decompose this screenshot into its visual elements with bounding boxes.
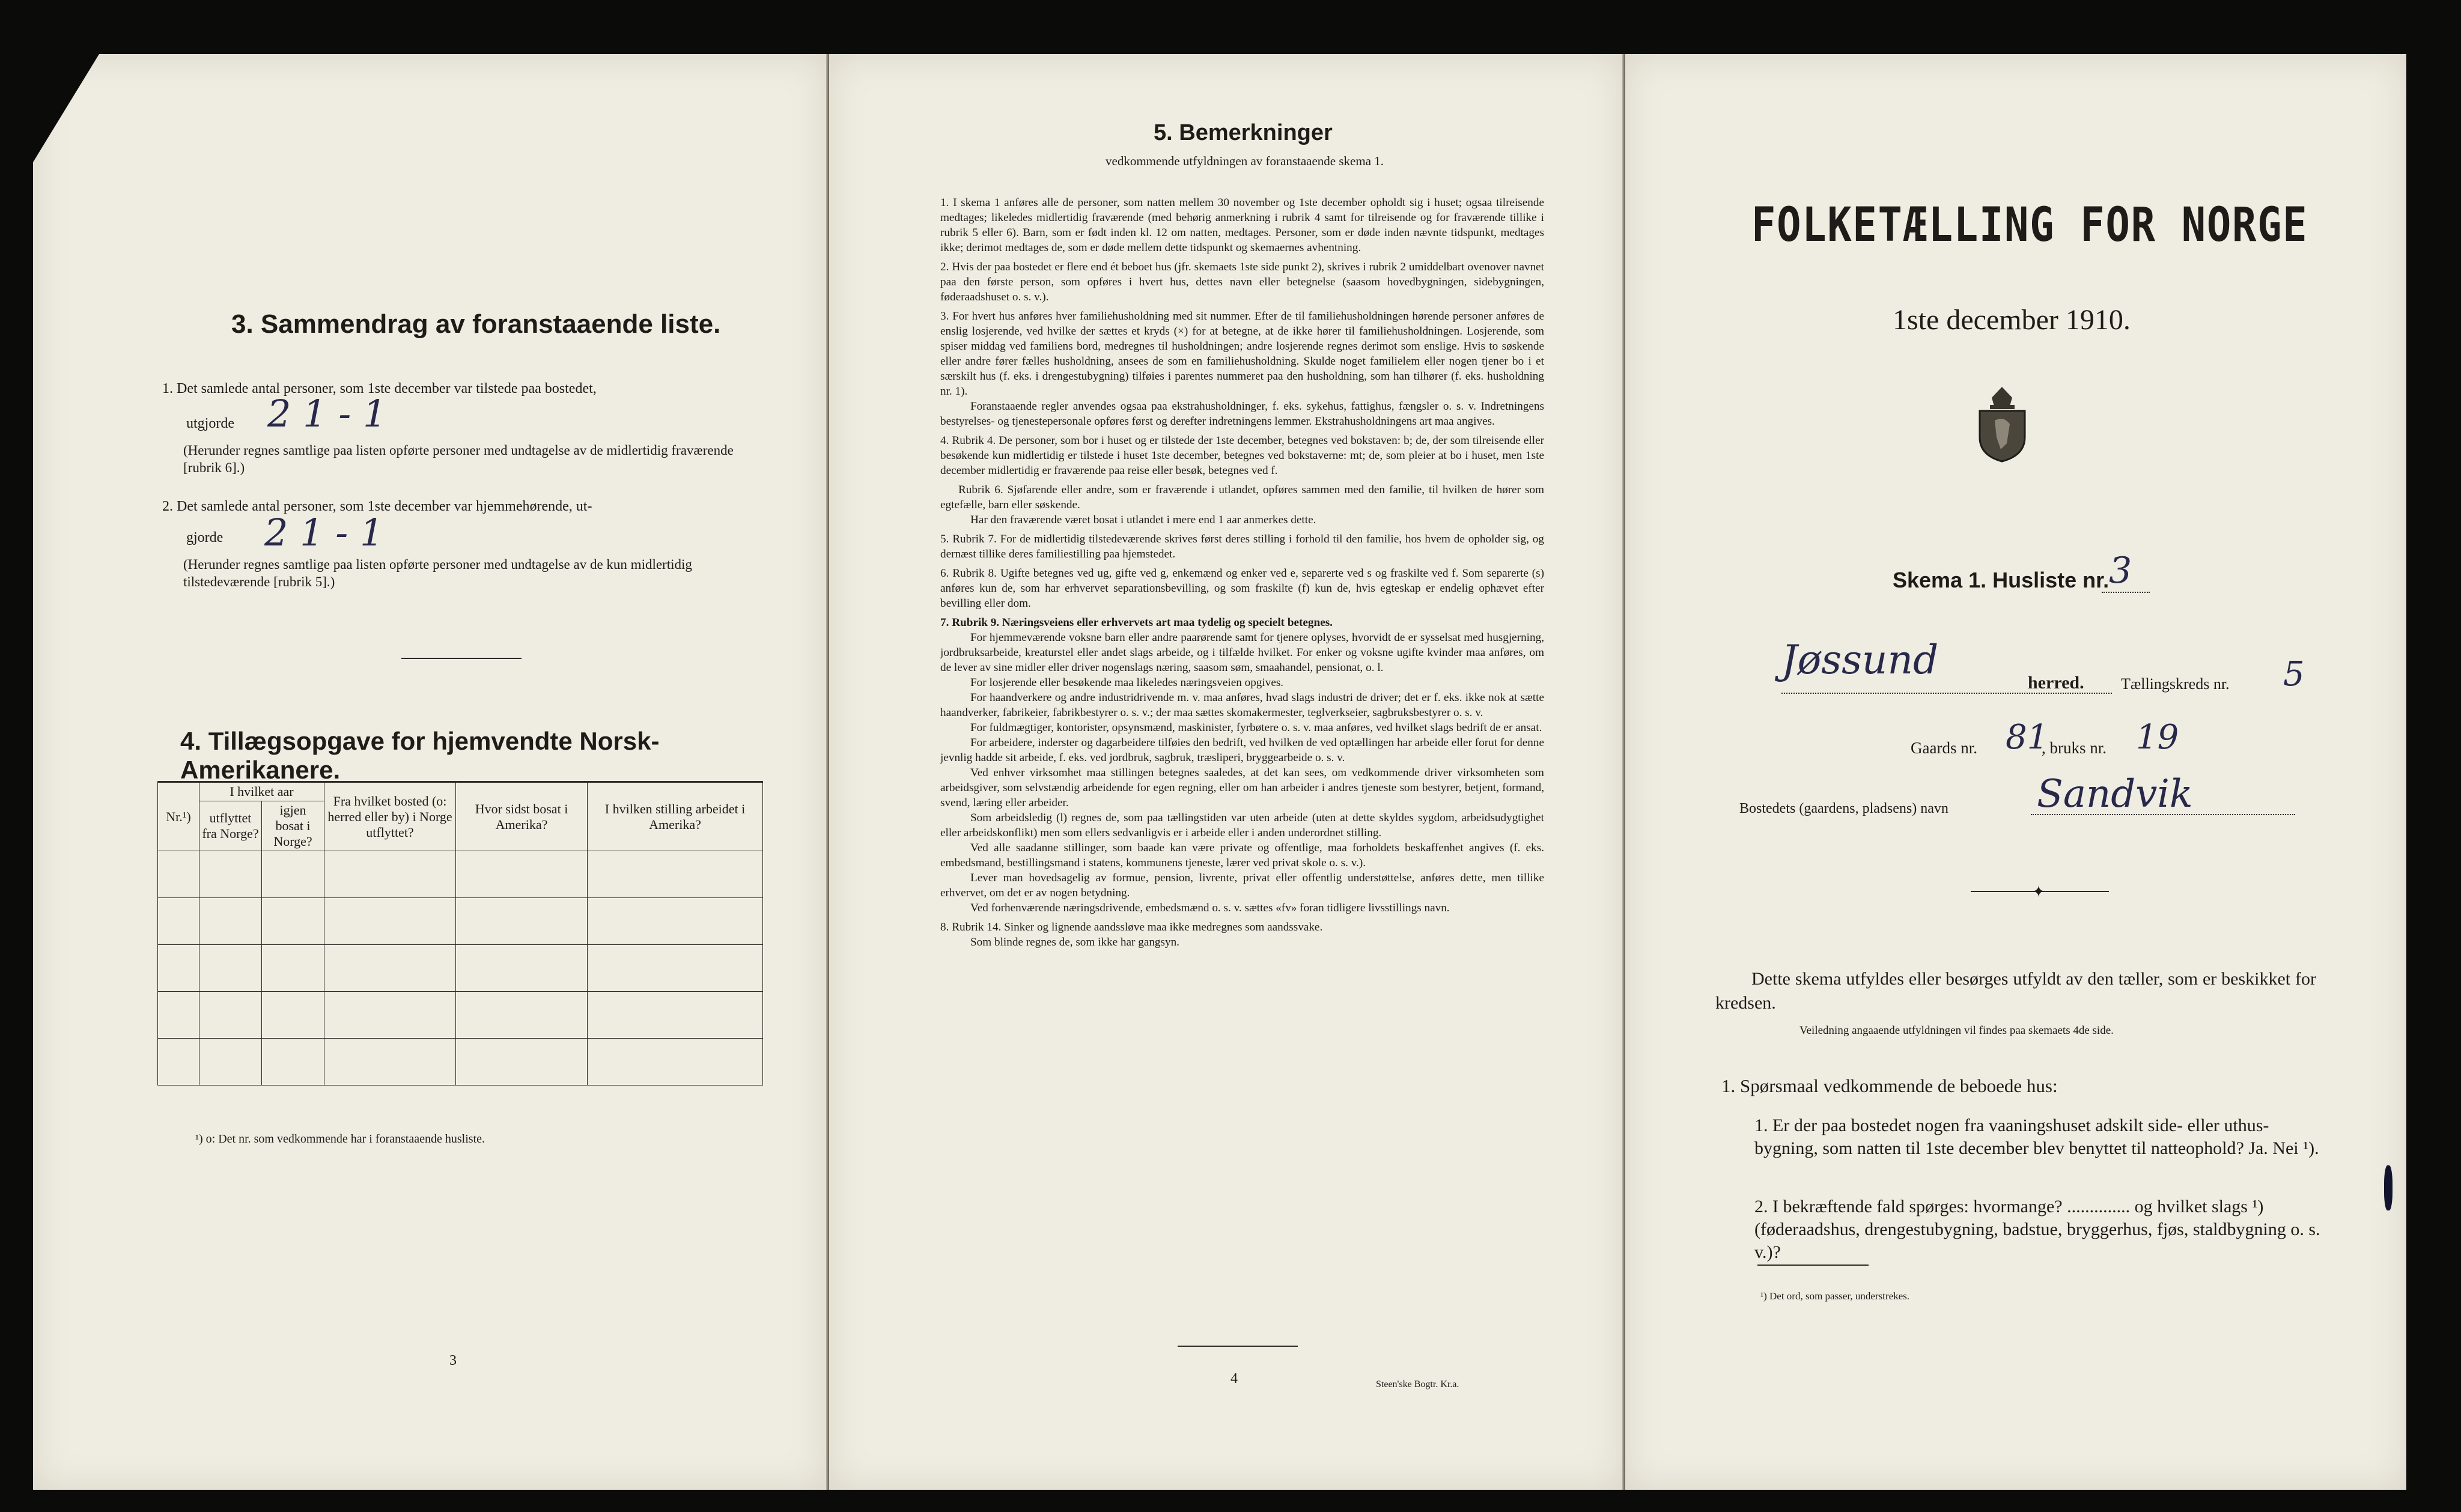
middle-page-number: 4 <box>1230 1371 1238 1386</box>
remark-paragraph: Som blinde regnes de, som ikke har gangsyn. <box>970 936 1179 949</box>
printer-mark: Steen'ske Bogtr. Kr.a. <box>1376 1379 1459 1389</box>
remark-paragraph: 6. Rubrik 8. Ugifte betegnes ved ug, gifte ved g, enkemænd og enker ved e, separerte ved s og fraskilte ved f. Som separerte (s) anføres kun de, som har erhvervet separationsbevilling, og som fraskilte (f) kun de, hvis egteskap er endelig ophævet efter bevilling eller dom. <box>940 567 1544 610</box>
th-stilling: I hvilken stilling arbeidet i Amerika? <box>588 782 763 851</box>
remark-paragraph: For fuldmægtiger, kontorister, opsynsmænd, maskinister, fyrbøtere o. s. v. maa anføres, ved hvilket slags bedrift de er ansat. <box>970 721 1542 734</box>
remark-paragraph: Foranstaaende regler anvendes ogsaa paa ekstrahusholdninger, f. eks. sykehus, fattighus, fængsler o. s. v. Indretningens bestyrelses- og tjenestepersonale opføres først og derefter indretningens lemmer. Ekstrahusholdningens art maa angives. <box>940 400 1544 428</box>
left-page-number: 3 <box>449 1353 457 1368</box>
item2-prefix: gjorde <box>186 530 224 545</box>
kreds-label: Tællingskreds nr. <box>2121 675 2230 693</box>
instruction-text: Dette skema utfyldes eller besørges utfyldt av den tæller, som er beskikket for kredsen. <box>1715 969 2316 1013</box>
remark-paragraph: 7. Rubrik 9. Næringsveiens eller erhvervets art maa tydelig og specielt betegnes. <box>940 616 1333 629</box>
remarks-body <box>940 195 1544 950</box>
remark-paragraph: 8. Rubrik 14. Sinker og lignende aandssløve maa ikke medregnes som aandssvake. <box>940 921 1323 934</box>
remark-paragraph: Lever man hovedsagelig av formue, pension, livrente, privat eller offentlig understøttelse, anføres dette, men tillike erhvervet, om det er av nogen betydning. <box>940 872 1544 899</box>
remark-paragraph: For hjemmeværende voksne barn eller andre paarørende samt for tjenere oplyses, hvorvidt de er sysselsat med husgjerning, jordbruksarbeide, kreaturstel eller andet slags arbeide, og i tilfælde hvilket. For enker og voksne ugifte kvinder maa anføres, om de lever av sine midler eller driver nogenslags næring, saasom søm, smaahandel, pensionat, o. l. <box>940 631 1544 674</box>
section3-title: 3. Sammendrag av foranstaaende liste. <box>231 309 721 339</box>
bosted-dotline <box>2031 814 2295 815</box>
census-title: FOLKETÆLLING FOR NORGE <box>1751 198 2308 252</box>
husliste-number: 3 <box>2109 550 2132 592</box>
herred-value: Jøssund <box>1781 637 1939 683</box>
bemerkninger-subtitle: vedkommende utfyldningen av foranstaaende skema 1. <box>1106 154 1384 168</box>
bosted-label: Bostedets (gaardens, pladsens) navn <box>1739 801 1948 816</box>
item1-note: (Herunder regnes samtlige paa listen opførte personer med undtagelse av de midlertidig fraværende [rubrik 6].) <box>183 443 734 475</box>
divider-ornament-icon: ✦ <box>2032 883 2045 900</box>
section4-title: 4. Tillægsopgave for hjemvendte Norsk-Amerikanere. <box>180 727 660 784</box>
kreds-value: 5 <box>2283 655 2305 694</box>
table-row <box>158 898 763 945</box>
remark-paragraph: Ved enhver virksomhet maa stillingen betegnes saaledes, at det kan sees, om vedkommende driver virksomheten som arbeidsgiver, som selvstændig arbeidende for egen regning, eller om han arbeider i andres tjeneste som bestyrer, betjent, formand, svend, læring eller arbeider. <box>940 767 1544 809</box>
bosted-value: Sandvik <box>2037 772 2193 816</box>
th-igjen: igjen bosat i Norge? <box>262 801 324 851</box>
herred-label: herred. <box>2028 673 2084 693</box>
remark-paragraph: 3. For hvert hus anføres hver familiehusholdning med sit nummer. Efter de til familiehusholdningen hørende personer anføres de enslig losjerende, ved hvilke der sættes et kryds (×) for at betegne, at de ikke hører til familiehusholdningen. Losjerende, som spiser middag ved familiens bord, medregnes til husholdningen; andre losjerende regnes derimot som enslige. Hvis to søskende eller andre fører fælles husholdning, ansees de som en familiehusholdning. Skulde noget familielem eller nogen tjener bo i et særskilt hus (f. eks. i drengestubygning) tilføies i parentes nummeret paa den husholdning, som han tilhører (f. eks. husholdning nr. 1). <box>940 310 1544 398</box>
item2-value: 2 1 - 1 <box>264 511 384 554</box>
item2-note: (Herunder regnes samtlige paa listen opførte personer med undtagelse av de kun midlertidig tilstedeværende [rubrik 5].) <box>183 557 692 589</box>
right-page <box>1625 54 2406 1490</box>
divider-rule <box>401 658 522 659</box>
remark-paragraph: 2. Hvis der paa bostedet er flere end ét beboet hus (jfr. skemaets 1ste side punkt 2), skrives i rubrik 2 umiddelbart ovenover navnet paa den første person, som opføres i hvert hus, dettes navn eller betegnelse (saasom hovedbygningen, sidebygningen, føderaadshuset o. s. v.). <box>940 261 1544 303</box>
norway-coat-of-arms-icon <box>1974 384 2031 463</box>
remark-paragraph: 1. I skema 1 anføres alle de personer, som natten mellem 30 november og 1ste december opholdt sig i huset; ogsaa tilreisende medtages; likeledes midlertidig fraværende (med behørig anmerkning i rubrik 4 samt for tilreisende og for fraværende tillike i rubrik 5 eller 6). Barn, som er født inden kl. 12 om natten, medtages. Personer, som er døde inden nævnte tidspunkt, medtages ikke; derimot medtages de, som er døde mellem dette tidspunkt og skemaernes avhentning. <box>940 196 1544 254</box>
questions-end-rule <box>1757 1265 1869 1266</box>
ink-mark <box>2384 1165 2393 1210</box>
th-fra-bosted: Fra hvilket bosted (o: herred eller by) i Norge utflyttet? <box>324 782 456 851</box>
remark-paragraph: Ved forhenværende næringsdrivende, embedsmænd o. s. v. sættes «fv» foran tidligere livsstillings navn. <box>970 902 1450 914</box>
census-date: 1ste december 1910. <box>1893 304 2131 336</box>
norsk-amerikanere-table <box>157 781 763 1085</box>
remark-paragraph: Som arbeidsledig (l) regnes de, som paa tællingstiden var uten arbeide (uten at dette skyldes sygdom, arbeidsudygtighet eller arbeidskonflikt) men som ellers sedvanligvis er i arbeide eller i anden underordnet stilling. <box>940 812 1544 839</box>
remark-paragraph: 5. Rubrik 7. For de midlertidig tilstedeværende skrives først deres stilling i forhold til den familie, hos hvem de opholder sig, og dernæst tillike deres familiestilling paa hjemstedet. <box>940 533 1544 560</box>
gaards-value: 81 <box>2006 718 2049 757</box>
remark-paragraph: Ved alle saadanne stillinger, som baade kan være private og offentlige, maa forholdets beskaffenhet angives (f. eks. embedsmand, bestillingsmand i statens, kommunens tjeneste, lærer ved privat skole o. s. v.). <box>940 842 1544 869</box>
skema-label: Skema 1. Husliste nr. <box>1893 568 2110 592</box>
bruks-label: , bruks nr. <box>2042 739 2107 757</box>
middle-divider <box>1178 1346 1298 1347</box>
remark-paragraph: Har den fraværende været bosat i utlandet i mere end 1 aar anmerkes dette. <box>970 514 1316 526</box>
table-row <box>158 851 763 898</box>
table-row <box>158 992 763 1039</box>
remark-paragraph: Rubrik 6. Sjøfarende eller andre, som er fraværende i utlandet, opføres sammen med den familie, til hvilken de hører som egtefælle, barn eller søskende. <box>940 484 1544 511</box>
th-hvilket-aar: I hvilket aar <box>199 782 324 801</box>
item1-prefix: utgjorde <box>186 416 234 431</box>
table-row <box>158 1039 763 1085</box>
th-utflyttet: utflyttet fra Norge? <box>199 801 262 851</box>
question-1: 1. Er der paa bostedet nogen fra vaaningshuset adskilt side- eller uthus-bygning, som natten til 1ste december blev benyttet til natteophold? Ja. Nei ¹). <box>1754 1116 2319 1158</box>
folded-corner <box>33 54 99 162</box>
remark-paragraph: 4. Rubrik 4. De personer, som bor i huset og er tilstede der 1ste december, betegnes ved bokstaven: b; de, der som tilreisende eller besøkende kun midlertidig er tilstede i huset 1ste december, betegnes ved bokstaverne: mt; de, som pleier at bo i huset, men 1ste december midlertidig er fraværende paa reise eller besøk, betegnes ved f. <box>940 434 1544 477</box>
remark-paragraph: For arbeidere, inderster og dagarbeidere tilføies den bedrift, ved hvilken de ved optællingen har arbeide eller forut for denne jevnlig hadde sit arbeide, f. eks. ved jordbruk, sagbruk, træsliperi, bryggearbeide o. s. v. <box>940 736 1544 764</box>
th-nr: Nr.¹) <box>158 782 199 851</box>
bruks-value: 19 <box>2136 718 2179 757</box>
item1-text: 1. Det samlede antal personer, som 1ste december var tilstede paa bostedet, <box>162 381 597 396</box>
remark-paragraph: For haandverkere og andre industridrivende m. v. maa anføres, hvad slags industri de driver; det er f. eks. ikke nok at sætte haandverker, fabrikeier, fabrikbestyrer o. s. v.; der maa sættes skomakermester, teglverkseier, sagbruksbestyrer o. s. v. <box>940 691 1544 719</box>
right-footnote: ¹) Det ord, som passer, understrekes. <box>1760 1290 1910 1302</box>
questions-heading: 1. Spørsmaal vedkommende de beboede hus: <box>1721 1075 2058 1096</box>
table-row <box>158 945 763 992</box>
husliste-dotline <box>2102 592 2150 593</box>
gaards-label: Gaards nr. <box>1911 739 1977 757</box>
guidance-text: Veiledning angaaende utfyldningen vil findes paa skemaets 4de side. <box>1799 1024 2114 1037</box>
remark-paragraph: For losjerende eller besøkende maa likeledes næringsveien opgives. <box>970 676 1284 689</box>
th-sidst-bosat: Hvor sidst bosat i Amerika? <box>456 782 588 851</box>
item2-text: 2. Det samlede antal personer, som 1ste december var hjemmehørende, ut- <box>162 499 592 514</box>
left-footnote: ¹) o: Det nr. som vedkommende har i foranstaaende husliste. <box>195 1132 485 1146</box>
question-2: 2. I bekræftende fald spørges: hvormange? .............. og hvilket slags ¹) (føderaadshus, drengestubygning, badstue, bryggerhus, fjøs, staldbygning o. s. v.)? <box>1754 1197 2320 1262</box>
item1-value: 2 1 - 1 <box>267 392 387 436</box>
bemerkninger-title: 5. Bemerkninger <box>1154 120 1333 145</box>
